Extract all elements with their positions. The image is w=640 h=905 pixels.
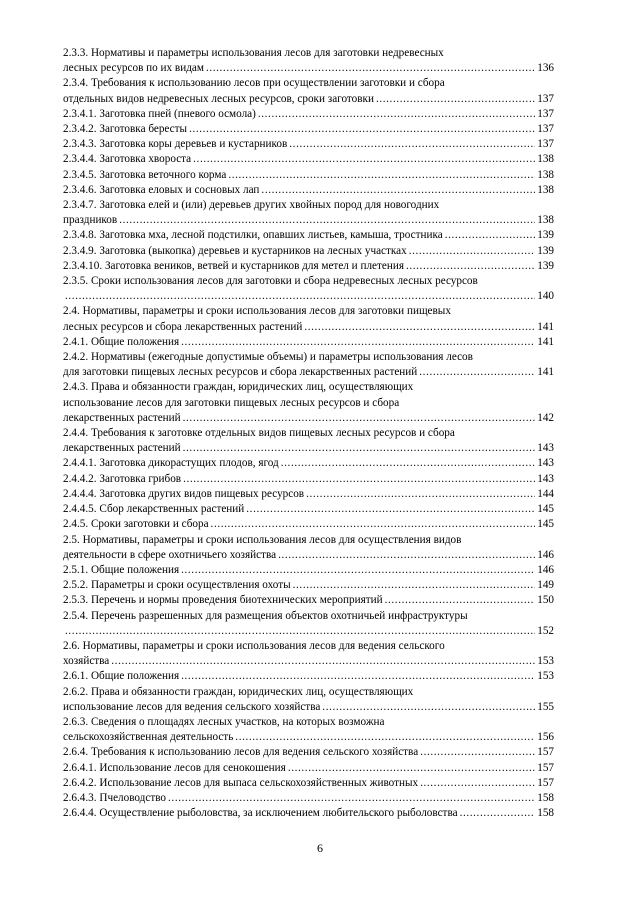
toc-entry-title: сельскохозяйственная деятельность [63, 731, 234, 744]
toc-entry-line [63, 244, 554, 259]
toc-entry-page: 149 [537, 579, 554, 592]
toc-entry [63, 259, 554, 274]
toc-entry-line [63, 426, 554, 441]
dot-leader [409, 244, 535, 259]
toc-entry-line [63, 517, 554, 532]
toc-entry-title: 2.3.5. Сроки использования лесов для заготовки и сбора недревесных лесных ресурсов [63, 275, 478, 288]
page-number: 6 [317, 841, 323, 855]
toc-entry-title: 2.6.4.3. Пчеловодство [63, 791, 167, 804]
toc-entry-title: хозяйства [63, 655, 110, 668]
toc-entry-line [63, 396, 554, 411]
dot-leader [322, 700, 535, 715]
toc-entry-line [63, 183, 554, 198]
toc-entry-title: лекарственных растений [63, 411, 181, 424]
toc-entry-page: 158 [537, 791, 554, 804]
toc-entry-title: для заготовки пищевых лесных ресурсов и сбора лекарственных растений [63, 366, 418, 379]
toc-entry-line [63, 715, 554, 730]
toc-entry-line [63, 700, 554, 715]
dot-leader [206, 61, 535, 76]
toc-entry [63, 533, 554, 563]
toc-entry-title: 2.6.3. Сведения о площадях лесных участков, на которых возможна [63, 715, 385, 728]
toc-entry [63, 609, 554, 639]
toc-entry-title: 2.4.4. Требования к заготовке отдельных видов пищевых лесных ресурсов и сбора [63, 427, 455, 440]
toc-entry-title: 2.3.4.1. Заготовка пней (пневого осмола) [63, 107, 256, 120]
toc-entry-line [63, 639, 554, 654]
toc-entry-page: 145 [537, 518, 554, 531]
toc-entry-line [63, 487, 554, 502]
toc-entry-page: 142 [537, 411, 554, 424]
toc-entry-line [63, 274, 554, 289]
toc-entry-title: 2.6. Нормативы, параметры и сроки использования лесов для ведения сельского [63, 639, 445, 652]
toc-entry-line [63, 776, 554, 791]
toc-entry [63, 563, 554, 578]
toc-entry [63, 715, 554, 745]
toc-entry-page: 141 [537, 335, 554, 348]
toc-entry [63, 244, 554, 259]
toc-entry-line [63, 259, 554, 274]
toc-entry-title: 2.4.4.2. Заготовка грибов [63, 472, 182, 485]
toc-entry-line [63, 548, 554, 563]
toc-entry-line [63, 46, 554, 61]
toc-entry [63, 472, 554, 487]
toc-entry-title: 2.4. Нормативы, параметры и сроки использования лесов для заготовки пищевых [63, 305, 451, 318]
toc-entry-line [63, 152, 554, 167]
dot-leader [181, 669, 535, 684]
toc-entry-title: 2.6.4.2. Использование лесов для выпаса сельскохозяйственных животных [63, 776, 419, 789]
dot-leader [420, 745, 535, 760]
toc-entry-title: 2.3.4.8. Заготовка мха, лесной подстилки, опавших листьев, камыша, тростника [63, 229, 443, 242]
toc-entry [63, 685, 554, 715]
toc-entry-title: праздников [63, 214, 118, 227]
dot-leader [385, 593, 536, 608]
toc-entry [63, 380, 554, 426]
toc-entry-title: 2.3.4.9. Заготовка (выкопка) деревьев и кустарников на лесных участках [63, 244, 407, 257]
toc-entry-title: 2.6.4.4. Осуществление рыболовства, за исключением любительского рыболовства [63, 807, 458, 820]
dot-leader [183, 472, 535, 487]
dot-leader [261, 183, 535, 198]
toc-entry [63, 183, 554, 198]
dot-leader [445, 228, 536, 243]
dot-leader [181, 335, 535, 350]
toc-entry-page: 137 [537, 138, 554, 151]
toc-entry-page: 137 [537, 92, 554, 105]
toc-entry-page: 153 [537, 655, 554, 668]
toc-entry-page: 143 [537, 472, 554, 485]
toc-entry-page: 153 [537, 670, 554, 683]
toc-entry-page: 139 [537, 229, 554, 242]
toc-entry-line [63, 685, 554, 700]
dot-leader [168, 791, 535, 806]
toc-entry-line [63, 335, 554, 350]
toc-entry-title: деятельности в сфере охотничьего хозяйства [63, 548, 277, 561]
toc-entry-line [63, 411, 554, 426]
toc-entry-page: 155 [537, 700, 554, 713]
toc-entry-page: 139 [537, 259, 554, 272]
toc-entry-page: 157 [537, 746, 554, 759]
toc-entry [63, 426, 554, 456]
toc-entry-title: 2.6.4.1. Использование лесов для сенокошения [63, 761, 286, 774]
toc-entry [63, 76, 554, 106]
toc-entry [63, 745, 554, 760]
toc-entry-line [63, 107, 554, 122]
toc-entry-line [63, 563, 554, 578]
toc-entry-line [63, 502, 554, 517]
toc-entry-page: 138 [537, 153, 554, 166]
dot-leader [228, 168, 535, 183]
dot-leader [278, 548, 535, 563]
toc-entry [63, 304, 554, 334]
toc-entry-title: 2.6.4. Требования к использованию лесов для ведения сельского хозяйства [63, 746, 419, 759]
dot-leader [65, 289, 535, 304]
dot-leader [306, 487, 535, 502]
dot-leader [183, 441, 536, 456]
toc-entry [63, 776, 554, 791]
toc-entry-line [63, 730, 554, 745]
toc-entry [63, 669, 554, 684]
toc-entry-page: 137 [537, 123, 554, 136]
toc-entry-line [63, 92, 554, 107]
toc-entry-page: 157 [537, 761, 554, 774]
toc-entry-line [63, 380, 554, 395]
toc-entry-line [63, 122, 554, 137]
toc-entry-page: 144 [537, 487, 554, 500]
toc-entry [63, 46, 554, 76]
toc-entry-page: 143 [537, 442, 554, 455]
toc-entry-line [63, 761, 554, 776]
dot-leader [376, 92, 535, 107]
toc-entry-page: 156 [537, 731, 554, 744]
toc-entry-line [63, 593, 554, 608]
dot-leader [420, 776, 535, 791]
toc-entry [63, 761, 554, 776]
toc-entry-title: лесных ресурсов по их видам [63, 62, 204, 75]
toc-entry [63, 228, 554, 243]
toc-entry-line [63, 441, 554, 456]
toc-entry-page: 136 [537, 62, 554, 75]
toc-entry-title: 2.6.2. Права и обязанности граждан, юридических лиц, осуществляющих [63, 685, 414, 698]
toc-entry-title: 2.4.1. Общие положения [63, 335, 180, 348]
toc-entry-page: 138 [537, 168, 554, 181]
toc-entry [63, 578, 554, 593]
dot-leader [111, 654, 535, 669]
toc-entry [63, 122, 554, 137]
toc-entry-title: 2.5.3. Перечень и нормы проведения биотехнических мероприятий [63, 594, 383, 607]
dot-leader [211, 517, 536, 532]
dot-leader [460, 806, 536, 821]
toc-entry-page: 137 [537, 107, 554, 120]
toc-entry-line [63, 137, 554, 152]
dot-leader [65, 624, 535, 639]
table-of-contents [63, 46, 554, 821]
toc-entry [63, 168, 554, 183]
toc-entry [63, 806, 554, 821]
toc-entry-title: 2.3.3. Нормативы и параметры использования лесов для заготовки недревесных [63, 47, 444, 59]
toc-entry-page: 146 [537, 548, 554, 561]
toc-entry [63, 335, 554, 350]
toc-entry [63, 274, 554, 304]
dot-leader [258, 107, 535, 122]
dot-leader [246, 502, 535, 517]
dot-leader [181, 563, 535, 578]
toc-entry-line [63, 61, 554, 76]
toc-entry-page: 146 [537, 563, 554, 576]
toc-entry-title: 2.4.4.1. Заготовка дикорастущих плодов, ягод [63, 457, 279, 470]
toc-entry-page: 145 [537, 503, 554, 516]
toc-entry-page: 140 [537, 290, 554, 303]
toc-entry-page: 138 [537, 183, 554, 196]
dot-leader [419, 365, 535, 380]
dot-leader [281, 456, 535, 471]
dot-leader [289, 137, 535, 152]
toc-entry-title: 2.4.3. Права и обязанности граждан, юридических лиц, осуществляющих [63, 381, 414, 394]
toc-entry [63, 639, 554, 669]
toc-entry [63, 487, 554, 502]
toc-entry-title: 2.3.4.2. Заготовка бересты [63, 123, 188, 136]
toc-entry-line [63, 624, 554, 639]
toc-entry-line [63, 654, 554, 669]
toc-entry [63, 107, 554, 122]
dot-leader [235, 730, 535, 745]
toc-entry [63, 137, 554, 152]
toc-entry-title: 2.5.1. Общие положения [63, 563, 180, 576]
dot-leader [183, 411, 536, 426]
dot-leader [193, 152, 535, 167]
toc-entry-page: 143 [537, 457, 554, 470]
toc-entry [63, 350, 554, 380]
toc-entry-line [63, 228, 554, 243]
toc-entry-title: отдельных видов недревесных лесных ресурсов, сроки заготовки [63, 92, 374, 105]
dot-leader [288, 761, 535, 776]
toc-entry-page: 152 [537, 624, 554, 637]
toc-entry-line [63, 578, 554, 593]
toc-entry-line [63, 213, 554, 228]
toc-entry-page: 138 [537, 214, 554, 227]
toc-entry-line [63, 456, 554, 471]
toc-entry-line [63, 320, 554, 335]
toc-entry-title: 2.6.1. Общие положения [63, 670, 180, 683]
toc-entry-line [63, 76, 554, 91]
toc-entry-line [63, 472, 554, 487]
dot-leader [406, 259, 535, 274]
toc-entry-title: 2.3.4.4. Заготовка хвороста [63, 153, 192, 166]
dot-leader [293, 578, 536, 593]
dot-leader [189, 122, 535, 137]
toc-entry [63, 791, 554, 806]
toc-entry-title: 2.3.4.6. Заготовка еловых и сосновых лап [63, 183, 260, 196]
toc-entry-line [63, 533, 554, 548]
toc-entry-title: 2.4.2. Нормативы (ежегодные допустимые объемы) и параметры использования лесов [63, 351, 473, 364]
dot-leader [304, 320, 535, 335]
toc-entry-page: 150 [537, 594, 554, 607]
toc-entry-page: 139 [537, 244, 554, 257]
toc-entry-title: 2.3.4.5. Заготовка веточного корма [63, 168, 227, 181]
toc-entry-line [63, 350, 554, 365]
toc-entry-line [63, 168, 554, 183]
toc-entry-title: 2.3.4.7. Заготовка елей и (или) деревьев других хвойных пород для новогодних [63, 199, 440, 212]
toc-entry [63, 502, 554, 517]
toc-entry-page: 141 [537, 366, 554, 379]
toc-entry-line [63, 304, 554, 319]
toc-entry-title: 2.3.4.3. Заготовка коры деревьев и кустарников [63, 138, 288, 151]
toc-entry-title: 2.4.4.4. Заготовка других видов пищевых ресурсов [63, 487, 305, 500]
toc-entry-line [63, 289, 554, 304]
toc-entry-page: 158 [537, 807, 554, 820]
toc-entry-line [63, 609, 554, 624]
toc-entry-page: 141 [537, 320, 554, 333]
toc-entry [63, 198, 554, 228]
toc-entry-title: 2.3.4. Требования к использованию лесов при осуществлении заготовки и сбора [63, 77, 445, 90]
toc-entry-line [63, 791, 554, 806]
toc-entry-title: 2.5.4. Перечень разрешенных для размещения объектов охотничьей инфраструктуры [63, 609, 468, 622]
toc-entry-line [63, 669, 554, 684]
toc-entry-title: использование лесов для заготовки пищевых лесных ресурсов и сбора [63, 396, 400, 409]
toc-entry [63, 593, 554, 608]
toc-entry-title: использование лесов для ведения сельского хозяйства [63, 700, 321, 713]
toc-entry-title: 2.5. Нормативы, параметры и сроки использования лесов для осуществления видов [63, 533, 462, 546]
toc-entry-title: лекарственных растений [63, 442, 181, 455]
toc-entry-title: 2.3.4.10. Заготовка веников, ветвей и кустарников для метел и плетения [63, 259, 404, 272]
toc-entry-line [63, 365, 554, 380]
toc-entry [63, 456, 554, 471]
toc-entry [63, 517, 554, 532]
toc-entry-title: лесных ресурсов и сбора лекарственных растений [63, 320, 303, 333]
toc-entry [63, 152, 554, 167]
toc-entry-title: 2.5.2. Параметры и сроки осуществления охоты [63, 579, 291, 592]
toc-entry-line [63, 806, 554, 821]
toc-entry-line [63, 198, 554, 213]
toc-entry-line [63, 745, 554, 760]
dot-leader [119, 213, 535, 228]
toc-entry-title: 2.4.5. Сроки заготовки и сбора [63, 518, 209, 531]
toc-entry-title: 2.4.4.5. Сбор лекарственных растений [63, 503, 245, 516]
toc-entry-page: 157 [537, 776, 554, 789]
